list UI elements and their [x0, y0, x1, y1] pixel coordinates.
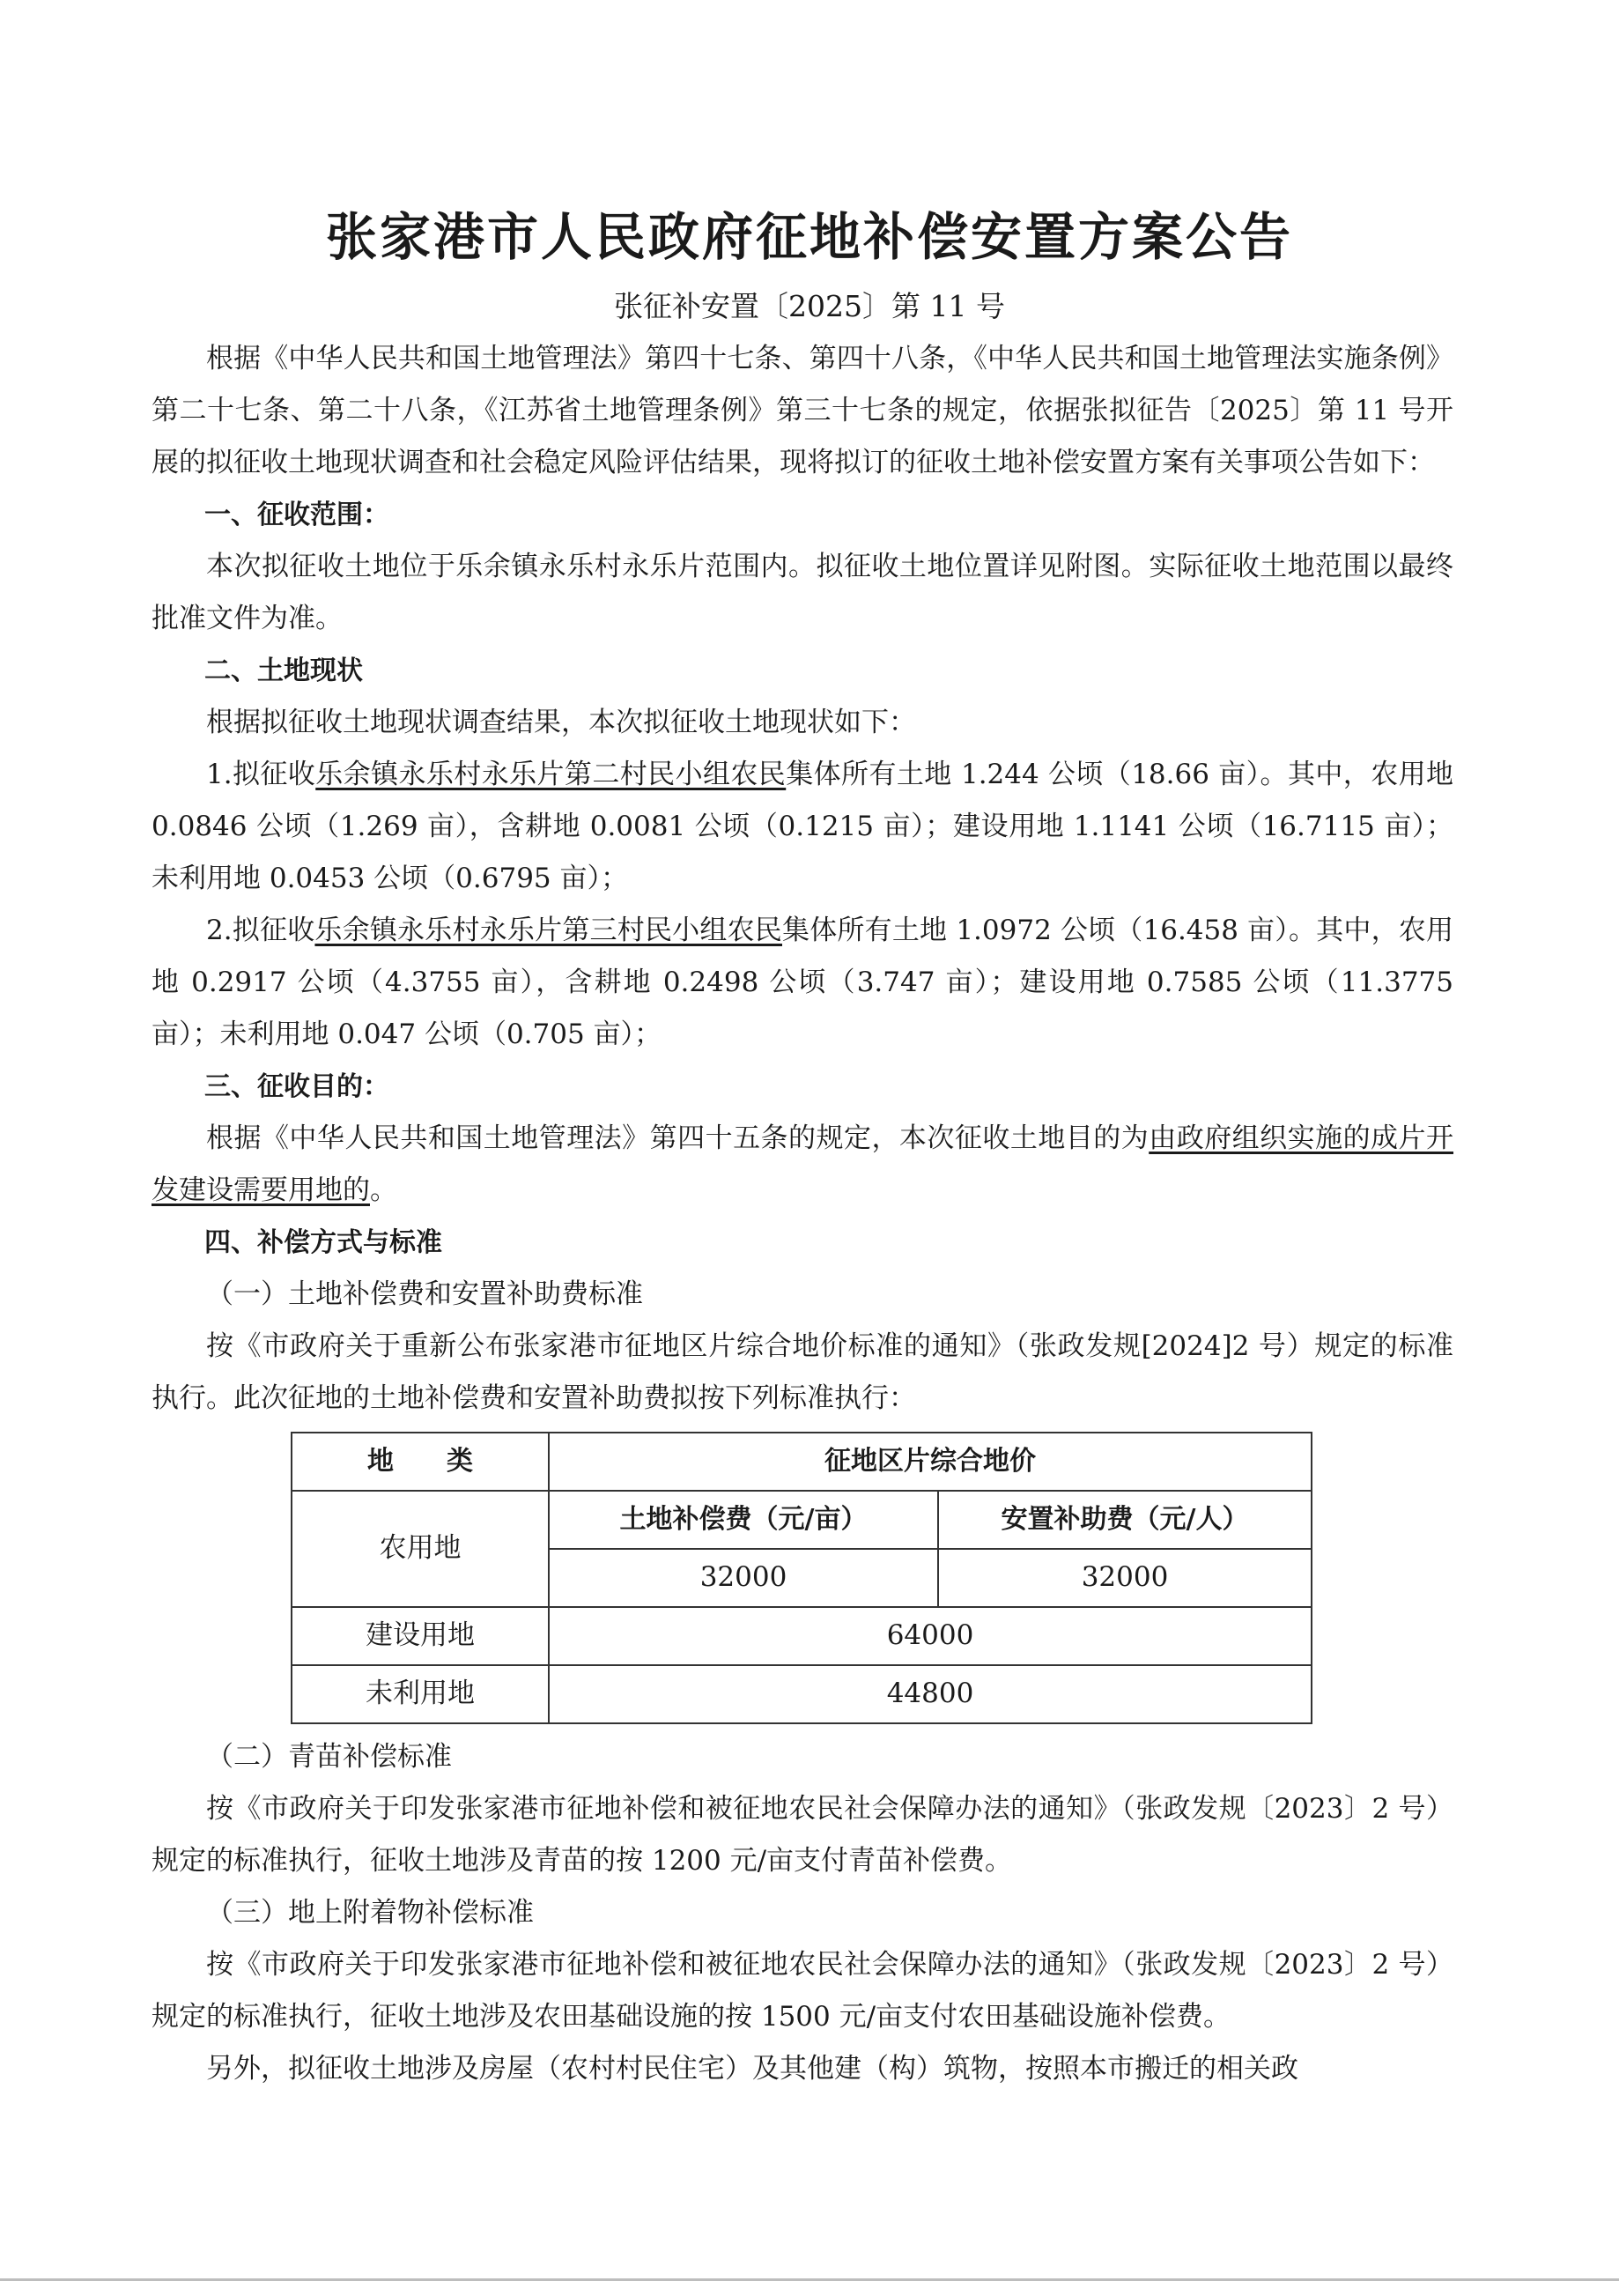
table-header-row: [292, 1433, 1312, 1491]
subheading-land-compensation: （一）土地补偿费和安置补助费标准: [206, 1278, 643, 1310]
table-row: [292, 1491, 1312, 1549]
crop-compensation-paragraph: 按《市政府关于印发张家港市征地补偿和被征地农民社会保障办法的通知》（张政发规〔2023〕2 号）规定的标准执行，征收土地涉及青苗的按 1200 元/亩支付青苗补偿费。: [152, 1793, 1453, 1877]
table-header-land-compensation: 土地补偿费（元/亩）: [549, 1491, 938, 1549]
table-cell-construction-land: 建设用地: [292, 1607, 549, 1665]
table-cell-construction-value: 64000: [549, 1607, 1312, 1665]
purpose-text: 由政府组织实施的成片开发建设需要用地的: [152, 1122, 1454, 1206]
table-cell-farmland-subsidy: 32000: [938, 1549, 1312, 1607]
land-item-2: [152, 905, 1453, 1061]
table-row: [292, 1607, 1312, 1665]
table-cell-farmland: 农用地: [292, 1491, 549, 1607]
table-cell-unused-land: 未利用地: [292, 1665, 549, 1723]
table-header-area-price: 征地区片综合地价: [549, 1433, 1312, 1491]
table-cell-unused-value: 44800: [549, 1665, 1312, 1723]
document-title: 张家港市人民政府征地补偿安置方案公告: [325, 207, 1293, 267]
table-cell-farmland-compensation: 32000: [549, 1549, 938, 1607]
land-item-2-prefix: 2.拟征收: [206, 915, 315, 946]
land-item-1: [152, 749, 1453, 905]
section-heading-scope: 一、征收范围：: [204, 500, 389, 530]
land-item-2-details: 集体所有土地 1.0972 公顷（16.458 亩）。其中，农用地 0.2917 公顷（4.3755 亩），含耕地 0.2498 公顷（3.747 亩）；建设用地 0.7585 公顷（11.3775 亩）；未利用地 0.047 公顷（0.705 亩）；: [152, 915, 1454, 1050]
land-item-1-prefix: 1.拟征收: [206, 759, 316, 790]
section-heading-land-status: 二、土地现状: [204, 655, 363, 686]
land-status-intro: 根据拟征收土地现状调查结果，本次拟征收土地现状如下：: [206, 707, 916, 738]
document-number: 张征补安置〔2025〕第 11 号: [614, 289, 1005, 323]
document-body: [152, 333, 1453, 2095]
purpose-prefix: 根据《中华人民共和国土地管理法》第四十五条的规定，本次征收土地目的为: [206, 1122, 1150, 1154]
scope-paragraph: 本次拟征收土地位于乐余镇永乐村永乐片范围内。拟征收土地位置详见附图。实际征收土地范围以最终批准文件为准。: [152, 551, 1453, 634]
purpose-paragraph: [152, 1113, 1453, 1217]
attachment-compensation-paragraph: 按《市政府关于印发张家港市征地补偿和被征地农民社会保障办法的通知》（张政发规〔2023〕2 号）规定的标准执行，征收土地涉及农田基础设施的按 1500 元/亩支付农田基础设施补偿费。: [152, 1949, 1453, 2033]
table-header-land-type: 地 类: [292, 1433, 549, 1491]
additional-paragraph: 另外，拟征收土地涉及房屋（农村村民住宅）及其他建（构）筑物，按照本市搬迁的相关政: [206, 2053, 1298, 2085]
subheading-attachment-compensation: （三）地上附着物补偿标准: [206, 1897, 534, 1929]
land-item-2-owner: 乐余镇永乐村永乐片第三村民小组农民: [314, 915, 782, 946]
scan-edge-line: [0, 2278, 1619, 2281]
land-item-1-details: 集体所有土地 1.244 公顷（18.66 亩）。其中，农用地 0.0846 公顷（1.269 亩），含耕地 0.0081 公顷（0.1215 亩）；建设用地 1.1141 公顷（16.7115 亩）；未利用地 0.0453 公顷（0.6795 亩）；: [152, 759, 1454, 894]
table-header-resettlement-subsidy: 安置补助费（元/人）: [938, 1491, 1312, 1549]
subheading-crop-compensation: （二）青苗补偿标准: [206, 1741, 452, 1773]
intro-paragraph: 根据《中华人民共和国土地管理法》第四十七条、第四十八条，《中华人民共和国土地管理法实施条例》第二十七条、第二十八条，《江苏省土地管理条例》第三十七条的规定，依据张拟征告〔2025〕第 11 号开展的拟征收土地现状调查和社会稳定风险评估结果，现将拟订的征收土地补偿安置方案有关事项公告如下：: [152, 343, 1453, 478]
compensation-standard-table: [291, 1432, 1312, 1724]
purpose-suffix: 。: [370, 1174, 397, 1206]
land-compensation-paragraph: 按《市政府关于重新公布张家港市征地区片综合地价标准的通知》（张政发规[2024]2 号）规定的标准执行。此次征地的土地补偿费和安置补助费拟按下列标准执行：: [152, 1330, 1453, 1414]
land-item-1-owner: 乐余镇永乐村永乐片第二村民小组农民: [315, 759, 787, 790]
section-heading-compensation: 四、补偿方式与标准: [204, 1227, 442, 1258]
section-heading-purpose: 三、征收目的：: [204, 1071, 389, 1102]
table-row: [292, 1665, 1312, 1723]
